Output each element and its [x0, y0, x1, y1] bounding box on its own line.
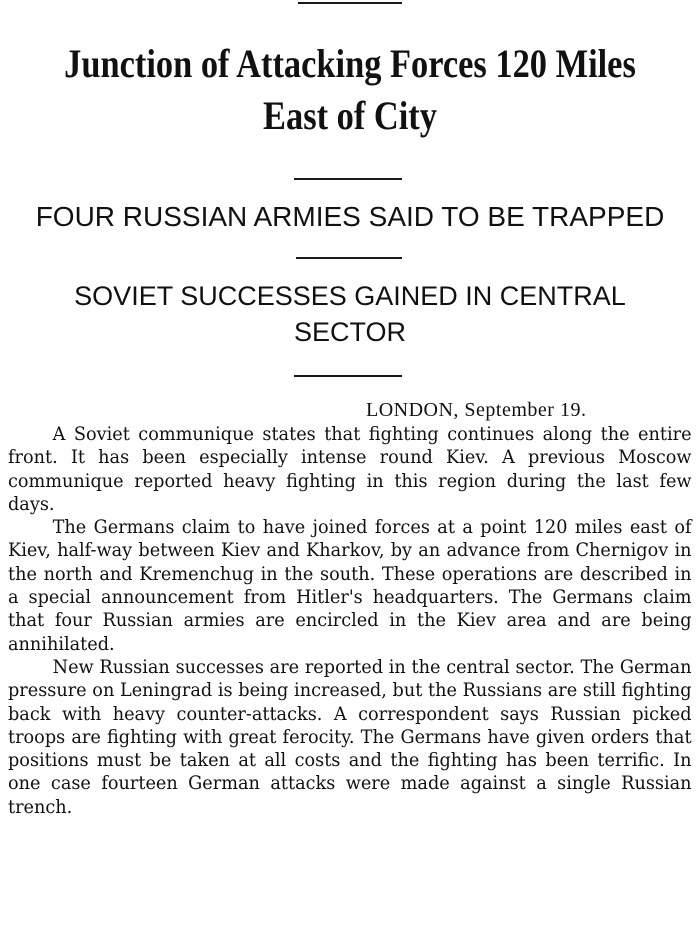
- subheadline-line-1: SOVIET SUCCESSES GAINED IN CENTRAL: [74, 281, 626, 311]
- subheadline-line-2: SECTOR: [293, 317, 407, 347]
- article-body: [8, 423, 692, 819]
- subheadline-soviet-successes: [0, 278, 700, 350]
- divider-rule: [294, 178, 402, 180]
- paragraph: The Germans claim to have joined forces at a point 120 miles east of Kiev, half-way between Kiev and Kharkov, by an advance from Chernigov in the north and Kremenchug in the south. These operations are described in a special announcement from Hitler's headquarters. The Germans claim that four Russian armies are encircled in the Kiev area and are being annihilated.: [8, 516, 692, 655]
- dateline: LONDON, September 19.: [366, 399, 587, 421]
- subheadline-trapped-armies: FOUR RUSSIAN ARMIES SAID TO BE TRAPPED: [35, 201, 665, 232]
- headline-line-1: Junction of Attacking Forces 120 Miles: [64, 41, 636, 86]
- paragraph: A Soviet communique states that fighting continues along the entire front. It has been especially intense round Kiev. A previous Moscow communique reported heavy fighting in this region during the last few days.: [8, 423, 692, 515]
- headline: [49, 38, 651, 142]
- top-rule: [298, 2, 402, 4]
- paragraph: New Russian successes are reported in the central sector. The German pressure on Leningrad is being increased, but the Russians are still fighting back with heavy counter-attacks. A correspondent says Russian picked troops are fighting with great ferocity. The Germans have given orders that positions must be taken at all costs and the fighting has been terrific. In one case fourteen German attacks were made against a single Russian trench.: [8, 655, 692, 818]
- headline-line-2: East of City: [263, 93, 437, 138]
- divider-rule: [294, 375, 402, 377]
- divider-rule: [296, 257, 402, 259]
